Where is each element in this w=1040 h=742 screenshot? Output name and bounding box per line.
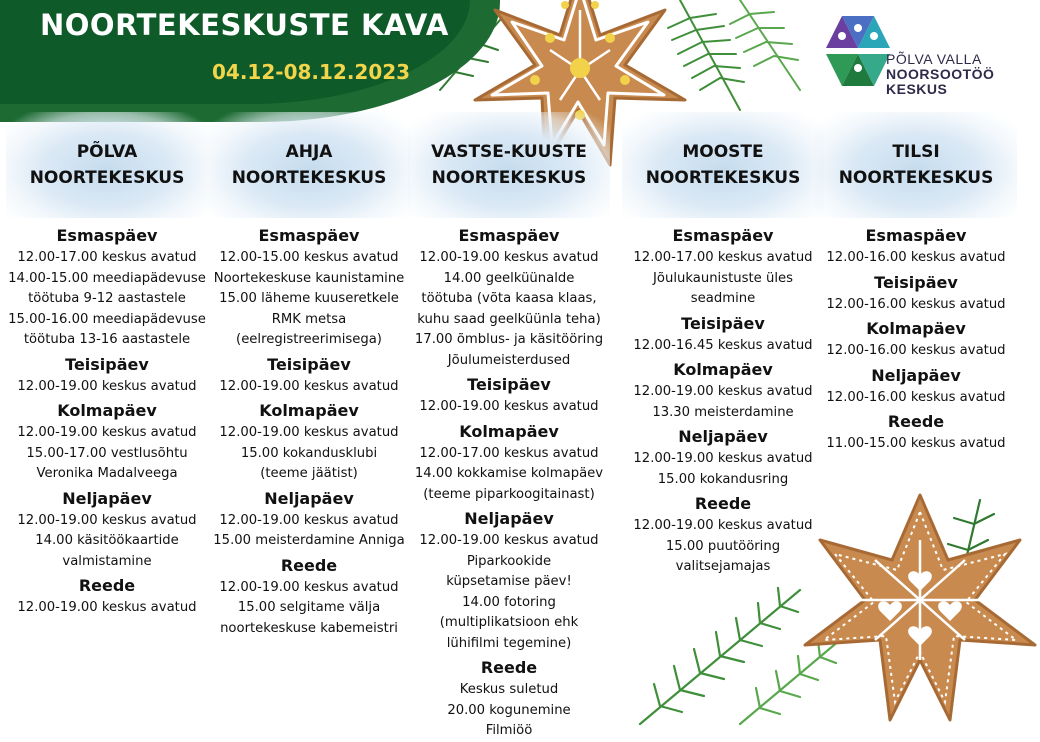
schedule-entry: 15.00 selgitame välja [237, 600, 381, 615]
column-body [6, 218, 208, 619]
schedule-entry: 12.00-19.00 keskus avatud [17, 600, 197, 615]
schedule-entry: (multiplikatsioon ehk [439, 615, 579, 630]
schedule-entry: 12.00-19.00 keskus avatud [17, 512, 197, 528]
day-heading: Teisipäev [65, 354, 149, 374]
schedule-entry: 12.00-16.00 keskus avatud [826, 389, 1006, 405]
schedule-entry: Noortekeskuse kaunistamine [213, 270, 405, 286]
schedule-column [815, 112, 1017, 455]
schedule-entry: 11.00-15.00 keskus avatud [826, 436, 1006, 451]
gingerbread-heart-star-icon [800, 480, 1040, 730]
schedule-entry: 12.00-17.00 keskus avatud [17, 250, 197, 265]
column-header [622, 112, 824, 218]
schedule-entry: 14.00 fotoring [462, 594, 556, 610]
schedule-entry: 12.00-16.00 keskus avatud [826, 343, 1006, 358]
logo-line-3: KESKUS [886, 81, 948, 97]
column-header [408, 112, 610, 218]
column-header [6, 112, 208, 218]
schedule-entry: 14.00-15.00 meediapädevuse [8, 270, 206, 286]
schedule-entry: 15.00 kokandusring [657, 471, 789, 487]
day-heading: Kolmapäev [866, 319, 966, 338]
day-heading: Esmaspäev [258, 226, 360, 245]
schedule-entry: 15.00 puutööring [665, 538, 781, 554]
day-heading: Esmaspäev [56, 226, 158, 245]
day-heading: Esmaspäev [458, 226, 560, 245]
column-title: PÕLVA NOORTEKESKUS [29, 142, 185, 188]
schedule-entry: Veronika Madalveega [36, 466, 178, 481]
schedule-entry: töötuba (võta kaasa klaas, [421, 291, 597, 306]
column-title: VASTSE-KUUSTE NOORTEKESKUS [431, 142, 587, 188]
schedule-entry: 15.00 läheme kuuseretkele [219, 291, 399, 306]
schedule-entry: noortekeskuse kabemeistri [220, 620, 398, 636]
logo-line-2: NOORSOOTÖÖ [886, 66, 995, 82]
day-heading: Reede [887, 412, 945, 431]
page-title: NOORTEKESKUSTE KAVA [40, 8, 449, 42]
schedule-entry: töötuba 9-12 aastastele [28, 291, 186, 306]
schedule-entry: 12.00-16.00 keskus avatud [826, 250, 1006, 265]
schedule-entry: Filmiöö [485, 723, 533, 738]
column-body [408, 218, 610, 742]
schedule-entry: 12.00-19.00 keskus avatud [219, 512, 399, 528]
schedule-entry: 12.00-19.00 keskus avatud [17, 378, 197, 394]
schedule-entry: 15.00 meisterdamine Anniga [213, 533, 405, 548]
day-heading: Teisipäev [681, 313, 765, 333]
schedule-entry: Jõulukaunistuste üles [653, 270, 793, 286]
day-heading: Kolmapäev [57, 401, 157, 420]
schedule-entry: 14.00 kokkamise kolmapäev [414, 466, 604, 481]
schedule-entry: 15.00 kokandusklubi [240, 445, 378, 461]
schedule-entry: 12.00-19.00 keskus avatud [419, 533, 599, 548]
schedule-entry: 12.00-19.00 keskus avatud [219, 579, 399, 595]
column-body [622, 218, 824, 578]
day-heading: Teisipäev [874, 272, 958, 292]
column-body [208, 218, 410, 639]
day-heading: Neljapäev [871, 365, 961, 385]
schedule-entry: 12.00-19.00 keskus avatud [633, 518, 813, 533]
column-title: MOOSTE NOORTEKESKUS [645, 142, 801, 188]
day-heading: Esmaspäev [865, 226, 967, 245]
logo-text [886, 52, 994, 97]
schedule-entry: 12.00-19.00 keskus avatud [219, 425, 399, 440]
schedule-entry: 15.00-16.00 meediapädevuse [8, 311, 206, 327]
day-heading: Esmaspäev [672, 226, 774, 245]
schedule-entry: 12.00-16.00 keskus avatud [826, 296, 1006, 312]
schedule-entry: 12.00-19.00 keskus avatud [419, 250, 599, 265]
day-heading: Reede [78, 576, 136, 595]
column-header [815, 112, 1017, 218]
schedule-column [208, 112, 410, 639]
schedule-entry: 12.00-17.00 keskus avatud [633, 250, 813, 265]
schedule-entry: 15.00-17.00 vestlusõhtu [26, 445, 188, 461]
column-title: AHJA NOORTEKESKUS [231, 142, 387, 188]
schedule-entry: lühifilmi tegemine) [446, 635, 572, 651]
column-body [815, 218, 1017, 455]
schedule-entry: 13.30 meisterdamine [652, 404, 794, 420]
day-heading: Neljapäev [264, 488, 354, 508]
schedule-entry: Piparkookide [466, 553, 552, 569]
schedule-entry: Keskus suletud [459, 682, 559, 697]
schedule-entry: 12.00-15.00 keskus avatud [219, 250, 399, 265]
day-heading: Kolmapäev [459, 421, 559, 441]
day-heading: Teisipäev [467, 375, 551, 394]
day-heading: Reede [694, 494, 752, 513]
schedule-column [6, 112, 208, 619]
schedule-entry: 12.00-19.00 keskus avatud [219, 378, 399, 394]
logo-line-1: PÕLVA VALLA [886, 51, 982, 67]
day-heading: Neljapäev [62, 488, 152, 508]
day-heading: Kolmapäev [673, 360, 773, 379]
schedule-entry: 20.00 kogunemine [447, 702, 571, 718]
date-range: 04.12-08.12.2023 [212, 60, 411, 84]
day-heading: Neljapäev [464, 509, 554, 528]
schedule-entry: kuhu saad geelküünla teha) [417, 311, 601, 327]
schedule-entry: Jõulumeisterdused [447, 352, 571, 368]
schedule-entry: RMK metsa [271, 311, 347, 327]
schedule-entry: valmistamine [62, 553, 152, 569]
schedule-entry: 12.00-16.45 keskus avatud [633, 337, 813, 353]
schedule-entry: 12.00-19.00 keskus avatud [419, 399, 599, 414]
day-heading: Teisipäev [267, 354, 351, 374]
day-heading: Kolmapäev [259, 401, 359, 420]
schedule-entry: (eelregistreerimisega) [236, 332, 382, 347]
schedule-entry: küpsetamise päev! [446, 574, 572, 589]
schedule-entry: 12.00-19.00 keskus avatud [17, 425, 197, 440]
schedule-entry: 14.00 käsitöökaartide [35, 533, 179, 548]
schedule-entry: töötuba 13-16 aastastele [23, 332, 191, 347]
schedule-column [622, 112, 824, 578]
schedule-entry: 12.00-17.00 keskus avatud [419, 445, 599, 461]
day-heading: Reede [480, 658, 538, 677]
schedule-entry: seadmine [690, 291, 756, 306]
day-heading: Reede [280, 555, 338, 575]
schedule-entry: 12.00-19.00 keskus avatud [633, 451, 813, 466]
day-heading: Neljapäev [678, 427, 768, 446]
column-title: TILSI NOORTEKESKUS [838, 142, 994, 188]
schedule-entry: (teeme piparkoogitainast) [423, 486, 595, 502]
schedule-entry: 17.00 õmblus- ja käsitööring [414, 332, 604, 347]
schedule-entry: valitsejamajas [675, 559, 771, 574]
schedule-entry: 12.00-19.00 keskus avatud [633, 384, 813, 399]
column-header [208, 112, 410, 218]
schedule-entry: (teeme jäätist) [260, 466, 358, 481]
schedule-column [408, 112, 610, 742]
schedule-entry: 14.00 geelküünalde [443, 270, 575, 286]
